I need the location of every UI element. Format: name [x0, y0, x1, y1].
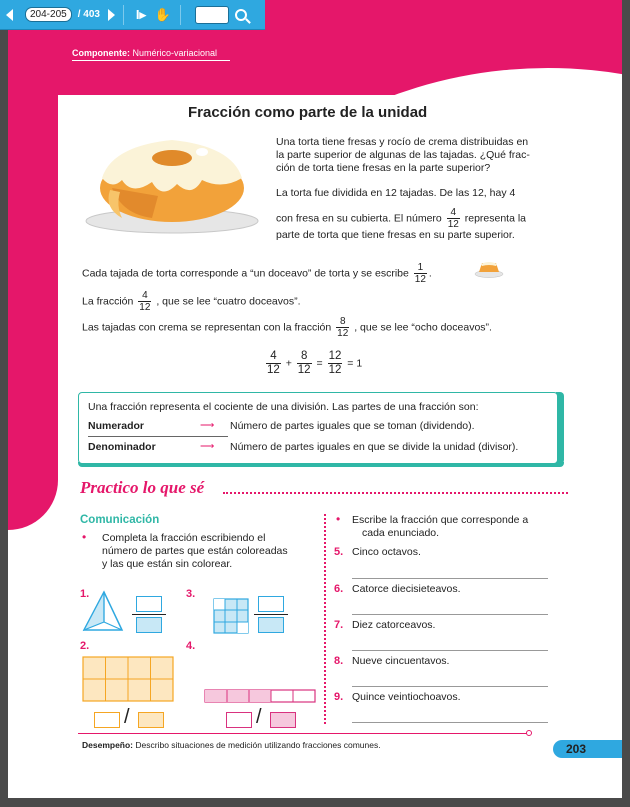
bullet-icon: • [336, 512, 341, 526]
page-title: Fracción como parte de la unidad [188, 104, 428, 121]
viewer-toolbar [0, 0, 265, 30]
strip-figure [204, 689, 316, 703]
fraction-eight-twelfths [336, 316, 349, 339]
definition-term: Denominador [88, 441, 156, 453]
fraction-numerator: 1 [414, 262, 427, 274]
page-number: 203 [566, 742, 587, 756]
body-text: Las tajadas con crema se representan con la fracción [82, 321, 332, 334]
fraction-one-twelfth [414, 262, 427, 285]
numerator-box[interactable] [258, 596, 284, 612]
exercise-text: Catorce diecisieteavos. [352, 583, 461, 595]
instruction-line: Escribe la fracción que corresponde a [352, 514, 529, 526]
cake-slice-icon [474, 258, 504, 278]
body-text: La fracción [82, 295, 134, 308]
instruction-line: cada enunciado. [362, 527, 440, 539]
equation-result: = 1 [347, 357, 363, 370]
fraction-equation [264, 350, 362, 377]
section-heading: Comunicación [80, 514, 160, 526]
exercise-text: Diez catorceavos. [352, 619, 436, 631]
page-number-tab [553, 740, 622, 758]
definition-intro: Una fracción representa el cociente de una división. Las partes de una fracción son: [88, 401, 479, 413]
component-key: Componente: [72, 48, 130, 58]
fraction-denominator: 12 [328, 364, 342, 376]
answer-line[interactable] [352, 722, 548, 723]
intro-line: Una torta tiene fresas y rocío de crema distribuidas en [276, 136, 529, 148]
page-range-field[interactable]: 204-205 [25, 7, 72, 22]
toolbar-divider [180, 5, 181, 25]
fraction-numerator: 8 [297, 350, 312, 364]
fraction-bar [254, 614, 288, 615]
exercise-text: Cinco octavos. [352, 546, 421, 558]
fraction-denominator: 12 [337, 328, 349, 339]
fraction-denominator: 12 [414, 274, 426, 285]
numerator-box[interactable] [94, 712, 120, 728]
search-icon[interactable] [235, 9, 247, 21]
equation-term [328, 350, 343, 377]
bullet-icon: • [82, 530, 87, 544]
column-divider [324, 514, 326, 724]
slice-sentence [82, 262, 432, 285]
exercise-number: 7. [334, 619, 344, 631]
definition-term: Numerador [88, 420, 145, 432]
fraction-numerator: 12 [328, 350, 342, 362]
answer-line[interactable] [352, 578, 548, 579]
fraction-denominator: 12 [297, 364, 311, 376]
intro-line: parte de torta que tiene fresas en su parte superior. [276, 229, 515, 241]
fraction-numerator: 8 [336, 316, 349, 328]
exercise-number: 9. [334, 691, 344, 703]
exercise-number: 3. [186, 588, 196, 600]
intro-line: La torta fue dividida en 12 tajadas. De las 12, hay 4 [276, 187, 516, 199]
fraction-four-twelfths [138, 290, 151, 313]
plus-sign: + [285, 357, 292, 370]
fraction-denominator: 12 [267, 364, 280, 376]
denominator-box[interactable] [138, 712, 164, 728]
search-input[interactable] [195, 6, 229, 24]
hand-pan-icon[interactable]: ✋ [154, 6, 172, 22]
fraction-denominator: 12 [447, 219, 459, 230]
exercise-text: Nueve cincuentavos. [352, 655, 450, 667]
body-text: , que se lee “cuatro doceavos”. [156, 295, 301, 308]
divider [88, 436, 228, 437]
four-twelfths-sentence [82, 290, 301, 313]
numerator-box[interactable] [226, 712, 252, 728]
fraction-numerator: 4 [447, 207, 460, 219]
grid-figure [213, 598, 249, 634]
answer-line[interactable] [352, 650, 548, 651]
page-total: / 403 [77, 9, 100, 20]
exercise-number: 5. [334, 546, 344, 558]
intro-line [276, 207, 526, 230]
component-label [72, 48, 217, 58]
exercise-number: 2. [80, 640, 90, 652]
arrow-right-icon: ⟶ [200, 441, 215, 452]
intro-line: ción de torta tiene fresas en la parte superior? [276, 162, 491, 174]
footer-rule-end [526, 730, 532, 736]
component-value: Numérico-variacional [132, 48, 218, 58]
exercise-text: Quince veintiochoavos. [352, 691, 461, 703]
fraction-numerator: 4 [138, 290, 151, 302]
denominator-box[interactable] [136, 617, 162, 633]
intro-text: con fresa en su cubierta. El número [276, 212, 442, 225]
performance-text: Describo situaciones de medición utilizando fracciones comunes. [135, 740, 381, 750]
arrow-right-icon: ⟶ [200, 420, 215, 431]
instruction-line: número de partes que están coloreadas [102, 545, 288, 557]
textbook-page [8, 0, 622, 798]
cake-illustration [82, 118, 262, 236]
equation-term [266, 350, 281, 377]
left-band [8, 60, 58, 530]
component-underline [72, 60, 230, 61]
instruction-line: Completa la fracción escribiendo el [102, 532, 266, 544]
body-text: Cada tajada de torta corresponde a “un doceavo” de torta y se escribe [82, 267, 409, 280]
fraction-slash: / [124, 706, 130, 728]
practice-title: Practico lo que sé [80, 478, 205, 497]
definition-desc: Número de partes iguales en que se divide la unidad (divisor). [230, 441, 519, 453]
footer-rule [78, 733, 528, 734]
denominator-box[interactable] [258, 617, 284, 633]
rectangle-grid-figure [82, 656, 174, 702]
answer-line[interactable] [352, 614, 548, 615]
equals-sign: = [316, 357, 323, 370]
exercise-number: 6. [334, 583, 344, 595]
practice-title-dots [223, 492, 568, 494]
pyramid-figure [82, 590, 124, 636]
numerator-box[interactable] [136, 596, 162, 612]
intro-line: la parte superior de algunas de las tajadas. ¿Qué frac- [276, 149, 530, 161]
exercise-number: 1. [80, 588, 90, 600]
fraction-bar [132, 614, 166, 615]
equation-term [297, 350, 312, 377]
performance-label: Desempeño: [82, 740, 134, 750]
body-text: , que se lee “ocho doceavos”. [354, 321, 492, 334]
text-select-icon[interactable]: I▸ [135, 6, 147, 22]
instruction-line: y las que están sin colorear. [102, 558, 233, 570]
body-text: . [428, 267, 432, 280]
previous-page-icon[interactable] [6, 9, 13, 21]
definition-desc: Número de partes iguales que se toman (dividendo). [230, 420, 475, 432]
eight-twelfths-sentence [82, 316, 492, 339]
fraction-numerator: 4 [266, 350, 281, 364]
intro-text: representa la [464, 212, 527, 225]
exercise-number: 8. [334, 655, 344, 667]
denominator-box[interactable] [270, 712, 296, 728]
fraction-slash: / [256, 706, 262, 728]
exercise-number: 4. [186, 640, 196, 652]
toolbar-divider [123, 5, 124, 25]
answer-line[interactable] [352, 686, 548, 687]
fraction-four-twelfths [447, 207, 460, 230]
performance-note [82, 740, 381, 750]
fraction-denominator: 12 [139, 302, 151, 313]
next-page-icon[interactable] [108, 9, 115, 21]
